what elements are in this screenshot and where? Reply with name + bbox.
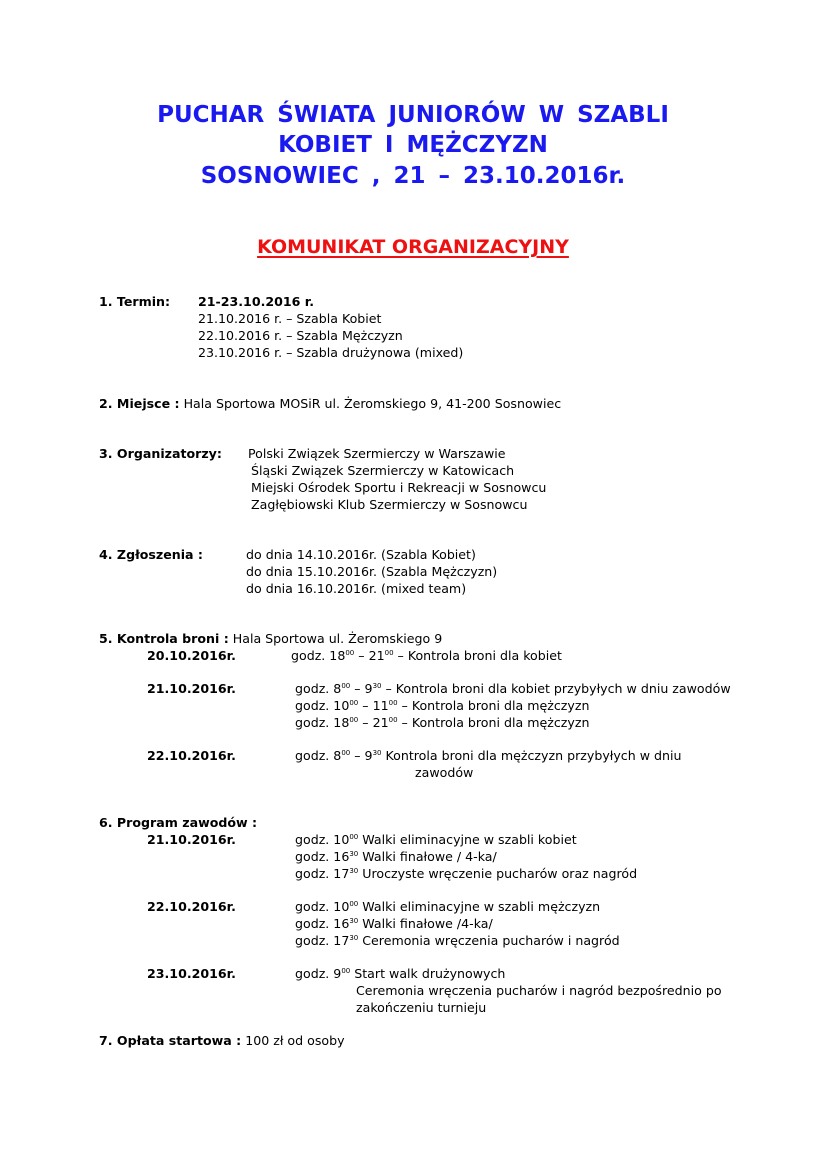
program-label: 6. Program zawodów : [99, 815, 258, 830]
organizator-item: Śląski Związek Szermierczy w Katowicach [251, 463, 515, 478]
miejsce-label: 2. Miejsce : [99, 396, 180, 411]
program-row-continued: Ceremonia wręczenia pucharów i nagród bezpośrednio po [356, 983, 722, 998]
program-row-continued: zakończeniu turnieju [356, 1000, 487, 1015]
zgloszenia-item: do dnia 15.10.2016r. (Szabla Mężczyzn) [246, 564, 498, 579]
kontrola-date: 20.10.2016r. [147, 648, 236, 663]
program-row: godz. $16^{30}$ Walki finałowe /4-ka/ [295, 916, 493, 931]
kontrola-label: 5. Kontrola broni : [99, 631, 229, 646]
termin-value: 21-23.10.2016 r. [198, 294, 315, 309]
program-date: 23.10.2016r. [147, 966, 236, 981]
miejsce-value: Hala Sportowa MOSiR ul. Żeromskiego 9, 41-200 Sosnowiec [179, 396, 562, 411]
zgloszenia-label: 4. Zgłoszenia : [99, 547, 203, 562]
organizator-item: Zagłębiowski Klub Szermierczy w Sosnowcu [251, 497, 528, 512]
kontrola-time-row: godz. $18^{00} - 21^{00}$ – Kontrola broni dla mężczyzn [295, 715, 590, 730]
organizator-item: Polski Związek Szermierczy w Warszawie [248, 446, 506, 461]
oplata-row [99, 1033, 345, 1049]
termin-line: 21.10.2016 r. – Szabla Kobiet [198, 311, 382, 326]
zgloszenia-item: do dnia 14.10.2016r. (Szabla Kobiet) [246, 547, 476, 562]
title-line-3: SOSNOWIEC , 21 – 23.10.2016r. [200, 163, 626, 189]
kontrola-date: 22.10.2016r. [147, 748, 236, 763]
termin-label: 1. Termin: [99, 294, 171, 309]
program-row: godz. $17^{30}$ Uroczyste wręczenie pucharów oraz nagród [295, 866, 638, 881]
program-row: godz. $10^{00}$ Walki eliminacyjne w szabli mężczyzn [295, 899, 601, 914]
title-line-2: KOBIET I MĘŻCZYZN [278, 132, 548, 158]
oplata-label: 7. Opłata startowa : [99, 1033, 242, 1048]
kontrola-time-row: godz. $18^{00} - 21^{00}$ – Kontrola broni dla kobiet [291, 648, 562, 663]
program-date: 21.10.2016r. [147, 832, 236, 847]
program-row: godz. $17^{30}$ Ceremonia wręczenia pucharów i nagród [295, 933, 620, 948]
kontrola-heading [99, 631, 442, 647]
kontrola-time-row: godz. $8^{00} - 9^{30}$ Kontrola broni dla mężczyzn przybyłych w dniu [295, 748, 682, 763]
program-row: godz. $9^{00}$ Start walk drużynowych [295, 966, 506, 981]
organizatorzy-label: 3. Organizatorzy: [99, 446, 222, 461]
program-row: godz. $10^{00}$ Walki eliminacyjne w szabli kobiet [295, 832, 577, 847]
document-subtitle: KOMUNIKAT ORGANIZACYJNY [257, 236, 569, 258]
zgloszenia-item: do dnia 16.10.2016r. (mixed team) [246, 581, 467, 596]
kontrola-time-row: godz. $10^{00} - 11^{00}$ – Kontrola broni dla mężczyzn [295, 698, 590, 713]
kontrola-date: 21.10.2016r. [147, 681, 236, 696]
program-row: godz. $16^{30}$ Walki finałowe / 4-ka/ [295, 849, 497, 864]
organizator-item: Miejski Ośrodek Sportu i Rekreacji w Sosnowcu [251, 480, 547, 495]
program-date: 22.10.2016r. [147, 899, 236, 914]
miejsce-row [99, 396, 561, 412]
kontrola-place: Hala Sportowa ul. Żeromskiego 9 [228, 631, 443, 646]
oplata-value: 100 zł od osoby [241, 1033, 345, 1048]
termin-line: 23.10.2016 r. – Szabla drużynowa (mixed) [198, 345, 464, 360]
kontrola-time-row: godz. $8^{00} - 9^{30}$ – Kontrola broni dla kobiet przybyłych w dniu zawodów [295, 681, 731, 696]
title-line-1: PUCHAR ŚWIATA JUNIORÓW W SZABLI [157, 102, 669, 128]
termin-line: 22.10.2016 r. – Szabla Mężczyzn [198, 328, 403, 343]
kontrola-desc-continued: zawodów [415, 765, 474, 780]
